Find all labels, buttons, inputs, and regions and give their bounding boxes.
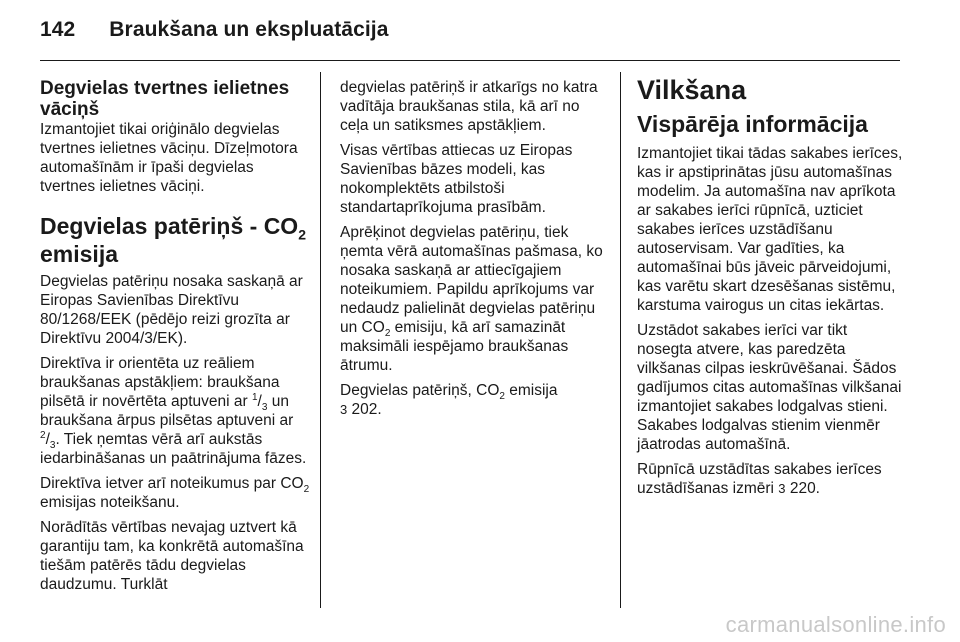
paragraph: Izmantojiet tikai oriģinālo degvielas tvertnes ielietnes vāciņu. Dīzeļmotora automašīnām ir īpaši degvielas tvertnes ielietnes vāciņi. [40,121,298,195]
column-divider [320,72,321,608]
paragraph: Degvielas patēriņš, $CO_2$ emisija 3 202. [340,382,558,418]
column-divider [620,72,621,608]
page-reference-arrow-icon: 3 [340,402,348,417]
paragraph: Norādītās vērtības nevajag uztvert kā garantiju tam, ka konkrētā automašīna tiešām patērēs tādu degvielas daudzumu. Turklāt [40,519,304,593]
page-reference: 202. [347,401,382,418]
heading-fuel-cap: Degvielas tvertnes ielietnes vāciņš [40,78,290,120]
paragraph: Direktīva ietver arī noteikumus par $CO_2$ emisijas noteikšanu. [40,475,310,511]
watermark: carmanualsonline.info [725,612,946,637]
paragraph: Direktīva ir orientēta uz reāliem braukšanas apstākļiem: braukšana pilsētā ir novērtēta aptuveni ar $^1/_3$ un braukšana ārpus pilsētas aptuveni ar $^2/_3$. Tiek ņemtas vērā arī aukstās iedarbināšanas un paātrinājuma fāzes. [40,355,307,467]
paragraph: Rūpnīcā uzstādītas sakabes ierīces uzstādīšanas izmēri 3 220. [637,461,882,497]
paragraph: Uzstādot sakabes ierīci var tikt nosegta atvere, kas paredzēta vilkšanas cilpas ieskrūvēšanai. Šādos gadījumos citas automašīnas vilkšanai izmantojiet sakabes lodgalvas stieni. Sakabes lodgalvas stienim vienmēr jāatrodas automašīnā. [637,322,902,453]
paragraph: Degvielas patēriņu nosaka saskaņā ar Eiropas Savienības Direktīvu 80/1268/EEK (pēdējo reizi grozīta ar Direktīvu 2004/3/EK). [40,273,303,347]
paragraph: Aprēķinot degvielas patēriņu, tiek ņemta vērā automašīnas pašmasa, ko nosaka saskaņā ar attiecīgajiem noteikumiem. Papildu aprīkojums var nedaudz palielināt degvielas patēriņu un $CO_2$ emisiju, kā arī samazināt maksimāli iespējamo braukšanas ātrumu. [340,224,603,374]
page-header [40,18,389,42]
column-1 [40,78,312,600]
heading-fuel-consumption: Degvielas patēriņš - $CO_2$ emisija [40,213,306,267]
paragraph: Izmantojiet tikai tādas sakabes ierīces, kas ir apstiprinātas jūsu automašīnas modelim. Ja automašīna nav aprīkota ar sakabes ierīci rūpnīcā, uzticiet sakabes ierīces uzstādīšanu autoservisam. Var gadīties, ka automašīnai būs jāveic pārveidojumi, kas varētu skart dzesēšanas sistēmu, karstuma vairogus un citas iekārtas. [637,145,903,314]
paragraph: degvielas patēriņš ir atkarīgs no katra vadītāja braukšanas stila, kā arī no ceļa un satiksmes apstākļiem. [340,79,598,134]
column-2 [340,78,610,425]
column-3 [637,74,905,504]
heading-towing: Vilkšana [637,75,747,105]
paragraph: Visas vērtības attiecas uz Eiropas Savienības bāzes modeli, kas nokomplektēts atbilstoši standartaprīkojuma prasībām. [340,142,573,216]
section-title: Braukšana un ekspluatācija [109,18,389,41]
page-reference: 220. [785,480,820,497]
page-reference-arrow-icon: 3 [778,481,786,496]
header-rule [40,60,900,61]
page-number: 142 [40,18,76,41]
heading-general-info: Vispārēja informācija [637,111,868,137]
